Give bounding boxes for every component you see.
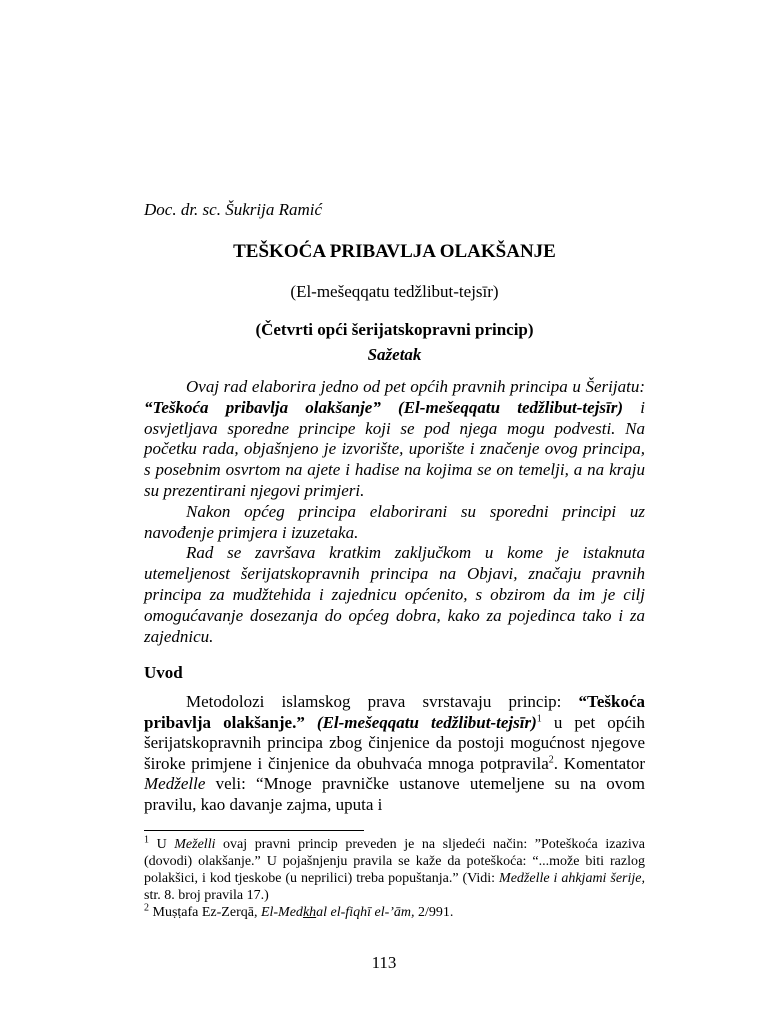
principle-quote: “Teškoća pribavlja olakšanje.” — [144, 692, 645, 732]
footnote-citation: Medželle i ahkjami šerije, — [499, 871, 645, 886]
footnote-text: str. 8. broj pravila 17.) — [144, 888, 269, 903]
space — [305, 713, 317, 732]
footnote-citation: El-Med — [260, 905, 303, 920]
section-heading: Uvod — [144, 663, 183, 682]
footnote-text: ovaj pravni princip preveden je na sljedeći način: ”Poteškoća izaziva (dovodi) olakšanje.” U pojašnjenju pravila se kaže da poteškoća: “...može biti razlog polakšici, i kod tjeskobe (u neprilici) treba popuštanja.” (Vidi: — [144, 837, 645, 886]
footnote-separator — [144, 830, 364, 831]
abstract-heading: Sažetak — [367, 345, 422, 364]
footnote-2 — [144, 904, 645, 921]
footnote-1 — [144, 836, 645, 904]
body-text-run: u pet općih šerijatskopravnih principa zbog činjenice da postoji mogućnost njegove široke primjene i činjenice da obuhvaća mnoga potpravila — [144, 712, 645, 773]
footnote-citation: kh — [302, 905, 317, 920]
footnote-ref-2[interactable]: 2 — [548, 754, 554, 766]
footnote-number: 1 — [144, 834, 149, 846]
body-text — [144, 692, 645, 816]
principle-subtitle: (Četvrti opći šerijatskopravni princip) — [255, 320, 534, 339]
footnote-text: Meželli — [174, 837, 216, 852]
principle-arabic-name: (El-mešeqqatu tedžlibut-tejsīr) — [316, 712, 537, 732]
medzelle-term: Medželle — [144, 774, 206, 794]
footnote-ref-1[interactable]: 1 — [536, 712, 542, 724]
abstract — [144, 377, 645, 647]
body-text-run: Metodolozi islamskog prava svrstavaju princip: — [186, 692, 579, 711]
article-title: TEŠKOĆA PRIBAVLJA OLAKŠANJE — [233, 241, 556, 262]
page-number: 113 — [371, 953, 397, 972]
abstract-paragraph-2: Nakon općeg principa elaborirani su sporedni principi uz navođenje primjera i izuzetaka. — [144, 501, 645, 542]
body-text-run: veli: “Mnoge pravničke ustanove utemeljene su na ovom pravilu, kao davanje zajma, uputa i — [144, 774, 645, 814]
principle-name: “Teškoća pribavlja olakšanje” (El-mešeqqatu tedžlibut-tejsīr) — [144, 397, 624, 417]
author-line: Doc. dr. sc. Šukrija Ramić — [144, 200, 323, 219]
footnote-text: Muṣṭafa Ez-Zerqā, — [149, 905, 261, 920]
footnotes — [144, 836, 645, 921]
abstract-text: Ovaj rad elaborira jedno od pet općih pravnih principa u Šerijatu: — [186, 377, 645, 396]
article-subtitle: (El-mešeqqatu tedžlibut-tejsīr) — [290, 282, 499, 301]
abstract-paragraph-1 — [144, 377, 645, 502]
abstract-text: i osvjetljava sporedne principe koji se pod njega mogu podvesti. Na početku rada, objašnjeno je izvorište, uporište i značenje ovog principa, s posebnim osvrtom na ajete i hadise na kojima se on temelji, a na kraju su prezentirani njegovi primjeri. — [144, 397, 645, 500]
footnote-number: 2 — [144, 902, 149, 914]
body-text-run: . Komentator — [553, 753, 645, 773]
footnote-text: U — [149, 837, 175, 852]
body-paragraph — [144, 692, 645, 816]
footnote-text: 2/991. — [414, 905, 454, 920]
footnote-citation: al el-fiqhī el-’ām, — [316, 905, 415, 920]
abstract-paragraph-3: Rad se završava kratkim zaključkom u kome je istaknuta utemeljenost šerijatskopravnih principa na Objavi, značaju pravnih principa za mudžtehida i zajednicu općenito, s obzirom da im je cilj omogućavanje dosezanja do općeg dobra, kako za pojedinca tako i za zajednicu. — [144, 543, 645, 646]
